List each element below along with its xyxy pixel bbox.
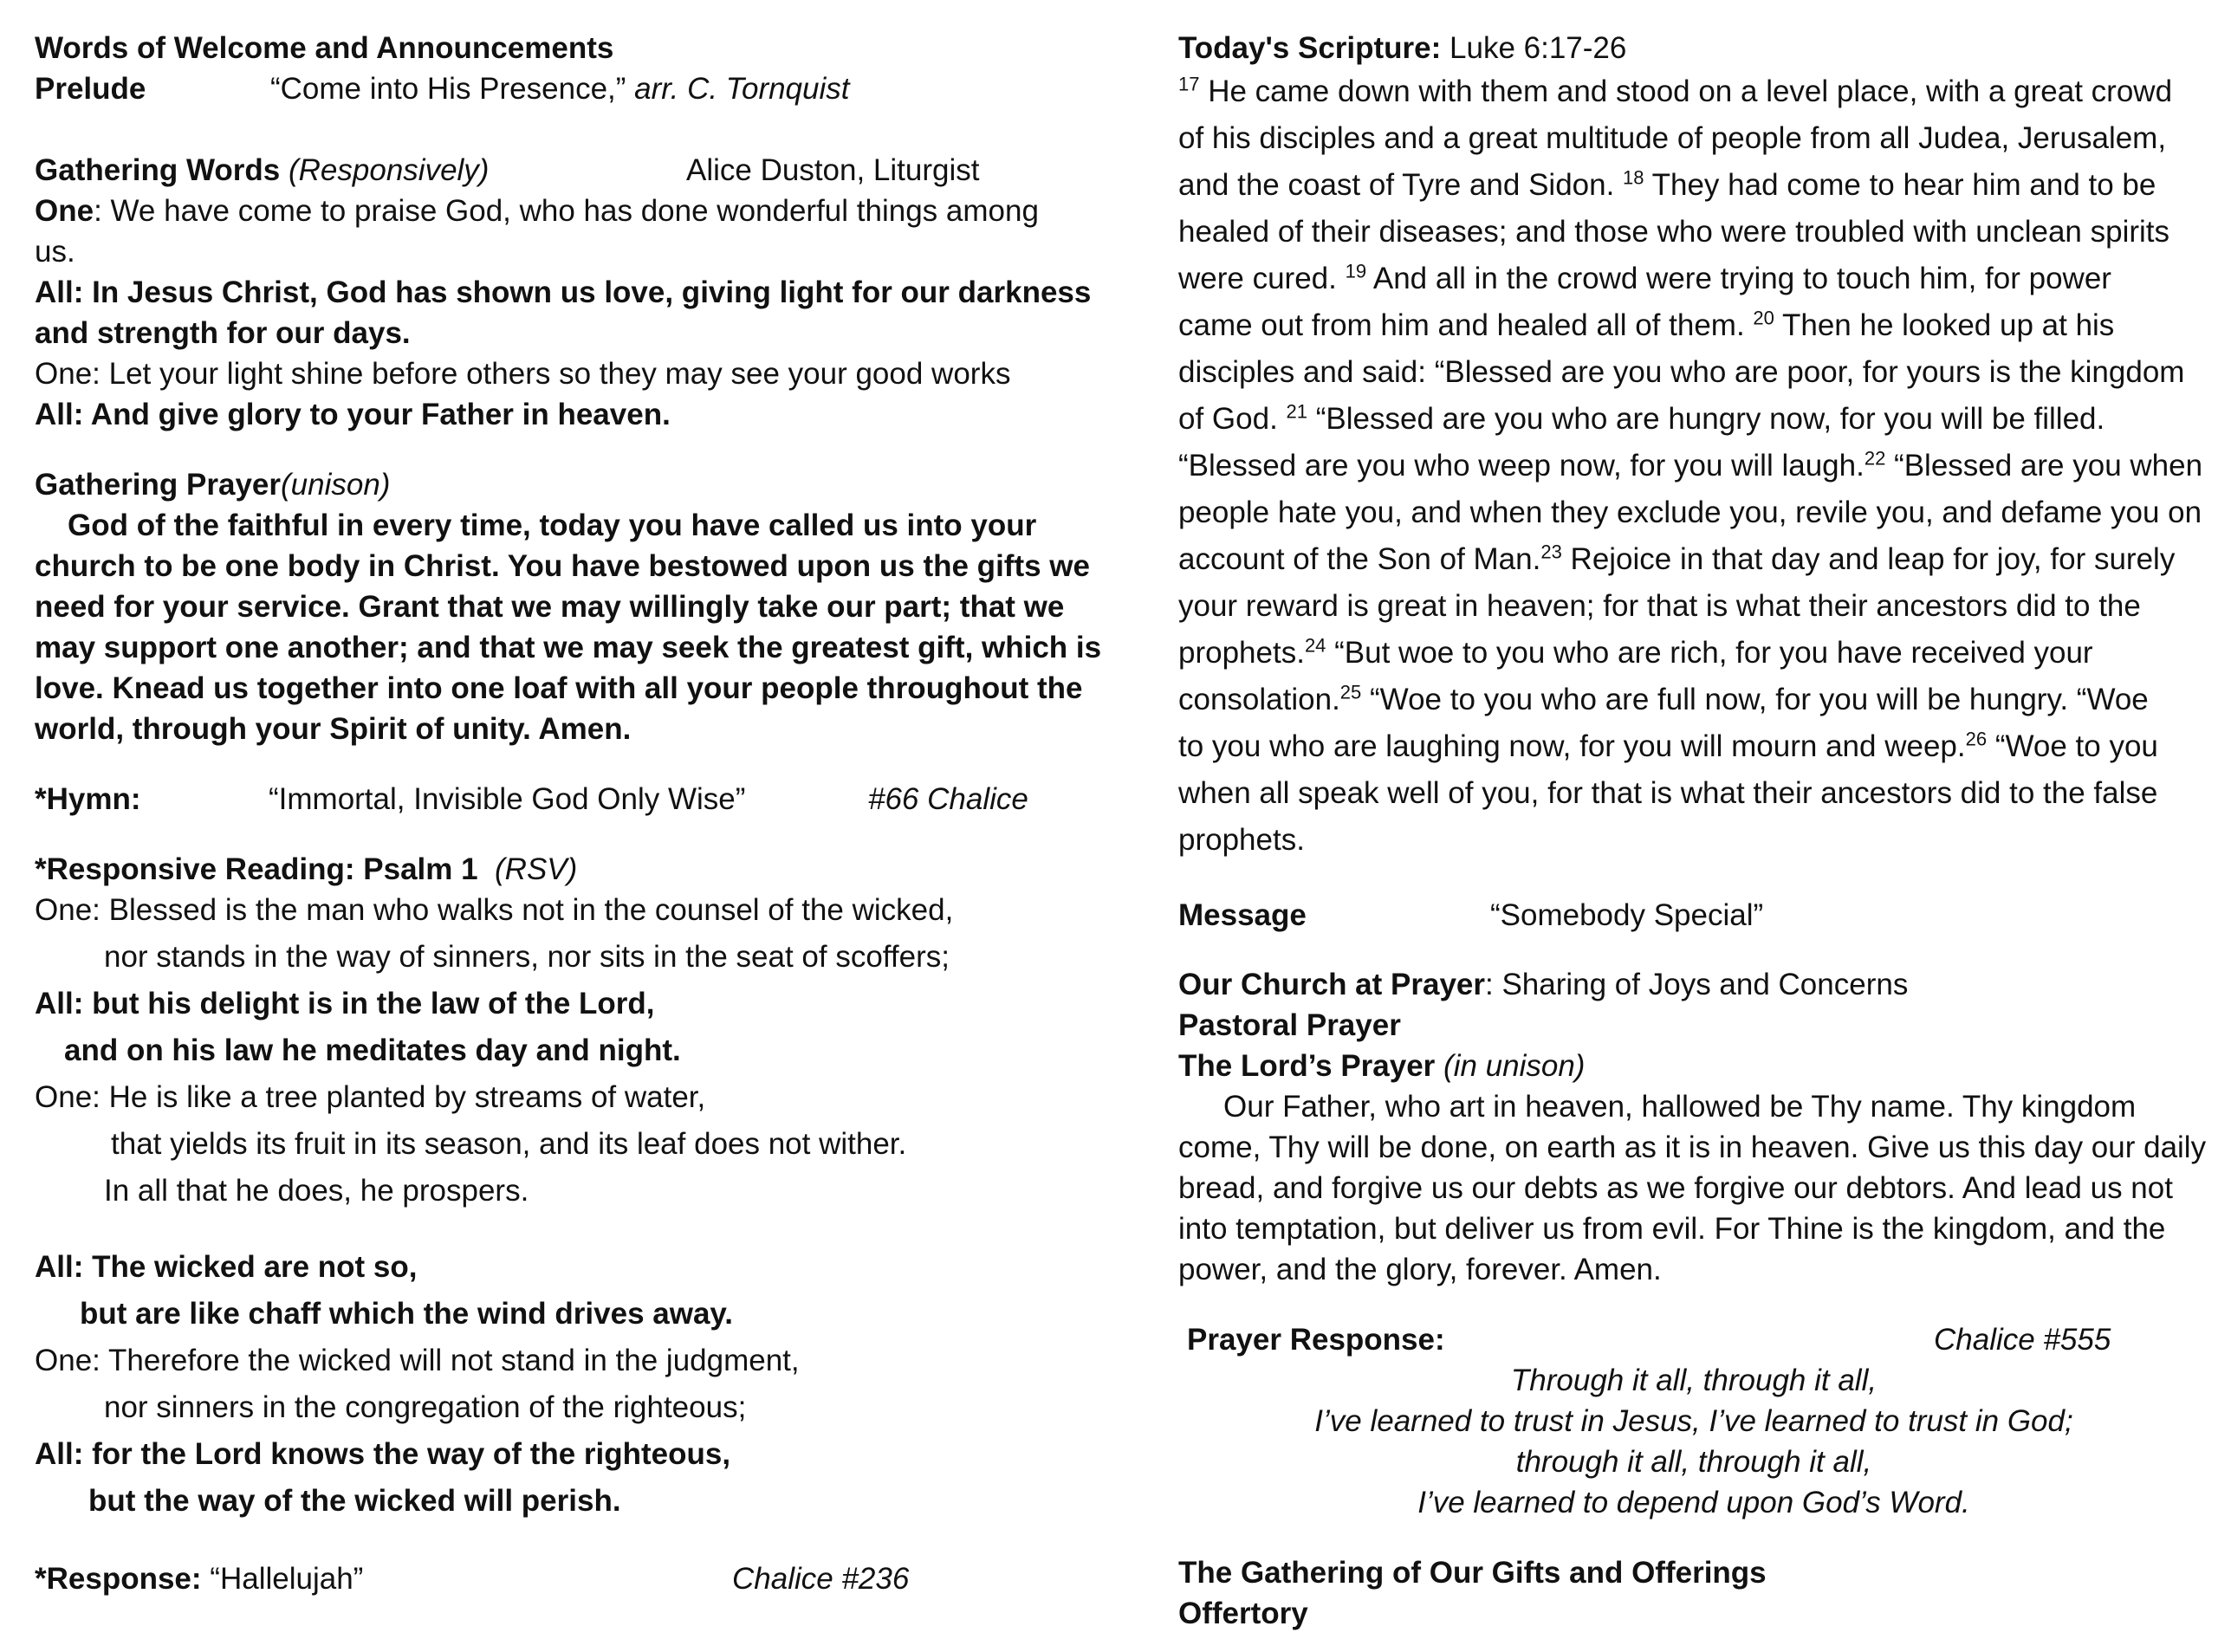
lords-prayer-heading (1178, 1046, 2209, 1086)
hymn-title: “Immortal, Invisible God Only Wise” (269, 782, 746, 816)
reading-line: and on his law he meditates day and night. (64, 1033, 681, 1067)
reading-line: nor stands in the way of sinners, nor sits in the seat of scoffers; (104, 940, 950, 974)
verse-number: 20 (1753, 307, 1774, 329)
responsive-reading-label: *Responsive Reading: Psalm 1 (35, 852, 478, 886)
reading-line: All: but his delight is in the law of the Lord, (35, 987, 655, 1020)
scripture-line (1178, 162, 2209, 209)
scripture-line (1178, 256, 2209, 302)
scripture-heading (1178, 28, 2209, 68)
scripture-line: people hate you, and when they exclude you, revile you, and defame you on (1178, 496, 2202, 529)
scripture-text-span: They had come to hear him and to be (1644, 168, 2156, 202)
message-label: Message (1178, 898, 1307, 932)
gathering-words-line: and strength for our days. (35, 316, 411, 350)
gathering-prayer-line: world, through your Spirit of unity. Amen. (35, 712, 632, 746)
scripture-line (1178, 443, 2209, 489)
verse-number: 24 (1304, 634, 1326, 657)
scripture-line (1178, 677, 2209, 723)
response-number: Chalice #236 (732, 1562, 910, 1596)
gathering-words-mode: (Responsively) (289, 153, 490, 187)
verse-number: 17 (1178, 73, 1200, 95)
scripture-text-span: account of the Son of Man. (1178, 542, 1541, 576)
gathering-prayer-label: Gathering Prayer (35, 468, 281, 502)
scripture-line: of his disciples and a great multitude of people from all Judea, Jerusalem, (1178, 121, 2167, 155)
scripture-line (1178, 723, 2209, 770)
verse-number: 26 (1965, 728, 1988, 750)
gathering-prayer-line: church to be one body in Christ. You have bestowed upon us the gifts we (35, 549, 1090, 583)
scripture-text-span: “Woe to you who are full now, for you will be hungry. “Woe (1361, 683, 2149, 716)
reading-line: that yields its fruit in its season, and its leaf does not wither. (111, 1127, 907, 1161)
lords-prayer-line: into temptation, but deliver us from evil. For Thine is the kingdom, and the (1178, 1212, 2166, 1246)
scripture-text-span: to you who are laughing now, for you will mourn and weep. (1178, 729, 1966, 763)
gathering-prayer-line: love. Knead us together into one loaf with all your people throughout the (35, 671, 1083, 705)
response-label: *Response: (35, 1562, 202, 1596)
gathering-words-line: One: Let your light shine before others so they may see your good works (35, 357, 1011, 391)
lords-prayer-line: power, and the glory, forever. Amen. (1178, 1253, 1662, 1286)
scripture-line (1178, 396, 2209, 443)
prayer-response-heading (1178, 1319, 2209, 1360)
lords-prayer-mode: (in unison) (1443, 1049, 1586, 1083)
scripture-text-span: consolation. (1178, 683, 1340, 716)
offertory-heading: Offertory (1178, 1597, 1308, 1630)
scripture-text-span: “Blessed are you when (1885, 449, 2203, 483)
right-column (1178, 28, 2209, 1634)
scripture-text-span: and the coast of Tyre and Sidon. (1178, 168, 1624, 202)
scripture-line (1178, 68, 2209, 115)
prayer-response-line: I’ve learned to trust in Jesus, I’ve learned to trust in God; (1314, 1404, 2073, 1438)
lords-prayer-line: bread, and forgive us our debts as we forgive our debtors. And lead us not (1178, 1171, 2173, 1205)
scripture-text-span: He came down with them and stood on a level place, with a great crowd (1199, 75, 2173, 108)
prayer-response-label: Prayer Response: (1187, 1323, 1445, 1357)
left-column (35, 28, 1100, 1599)
scripture-line (1178, 630, 2209, 677)
gathering-words-line (35, 191, 1100, 231)
gathering-words-line: All: And give glory to your Father in heaven. (35, 398, 671, 431)
hymn-line (35, 779, 1100, 820)
prayer-response-number: Chalice #555 (1934, 1323, 2111, 1357)
reading-line: but are like chaff which the wind drives away. (80, 1297, 734, 1331)
gathering-prayer-line: God of the faithful in every time, today you have called us into your (68, 509, 1037, 542)
gathering-prayer-line: need for your service. Grant that we may willingly take our part; that we (35, 590, 1065, 624)
scripture-text-span: “But woe to you who are rich, for you have received your (1326, 636, 2093, 670)
scripture-label: Today's Scripture: (1178, 31, 1442, 65)
scripture-line (1178, 302, 2209, 349)
message-title: “Somebody Special” (1490, 898, 1764, 932)
church-prayer-text: : Sharing of Joys and Concerns (1485, 968, 1909, 1001)
prayer-response-line: through it all, through it all, (1515, 1445, 1872, 1479)
reading-line: All: The wicked are not so, (35, 1250, 418, 1284)
hymn-number: #66 Chalice (868, 782, 1028, 816)
verse-number: 25 (1339, 681, 1362, 703)
responsive-reading-heading (35, 849, 1100, 890)
lords-prayer-label: The Lord’s Prayer (1178, 1049, 1436, 1083)
verse-number: 19 (1345, 260, 1367, 282)
response-line (35, 1558, 1100, 1599)
reading-line: One: Therefore the wicked will not stand in the judgment, (35, 1344, 800, 1377)
message-line (1178, 895, 2209, 936)
prelude-title: “Come into His Presence,” (270, 72, 626, 106)
gifts-heading: The Gathering of Our Gifts and Offerings (1178, 1556, 1767, 1590)
scripture-text-span: And all in the crowd were trying to touch him, for power (1366, 262, 2111, 295)
reading-line: All: for the Lord knows the way of the righteous, (35, 1437, 731, 1471)
prelude-arranger: arr. C. Tornquist (634, 72, 850, 106)
reading-line: One: Blessed is the man who walks not in the counsel of the wicked, (35, 893, 954, 927)
gathering-words-heading (35, 150, 1100, 191)
scripture-text-span: came out from him and healed all of them. (1178, 308, 1754, 342)
reading-line: nor sinners in the congregation of the righteous; (104, 1390, 747, 1424)
pastoral-prayer-heading: Pastoral Prayer (1178, 1008, 1401, 1042)
prelude-title-group (270, 68, 850, 109)
reading-line: One: He is like a tree planted by streams of water, (35, 1080, 706, 1114)
scripture-text-span: prophets. (1178, 636, 1305, 670)
lords-prayer-line: Our Father, who art in heaven, hallowed be Thy name. Thy kingdom (1223, 1090, 2137, 1124)
response-title: “Hallelujah” (210, 1562, 364, 1596)
scripture-text-span: “Blessed are you who are hungry now, for you will be filled. (1307, 402, 2105, 436)
gathering-words-label: Gathering Words (35, 153, 281, 187)
scripture-text-span: “Blessed are you who weep now, for you will laugh. (1178, 449, 1865, 483)
gathering-words-line: All: In Jesus Christ, God has shown us love, giving light for our darkness (35, 275, 1092, 309)
lords-prayer-line: come, Thy will be done, on earth as it is in heaven. Give us this day our daily (1178, 1130, 2207, 1164)
scripture-line: when all speak well of you, for that is what their ancestors did to the false (1178, 776, 2158, 810)
scripture-line: prophets. (1178, 823, 1305, 857)
verse-number: 21 (1286, 400, 1308, 423)
gathering-words-text: : We have come to praise God, who has done wonderful things among (94, 194, 1039, 228)
prayer-response-line: Through it all, through it all, (1510, 1364, 1878, 1397)
scripture-reference: Luke 6:17-26 (1449, 31, 1627, 65)
church-prayer-label: Our Church at Prayer (1178, 968, 1485, 1001)
verse-number: 22 (1864, 447, 1886, 470)
scripture-text-span: Then he looked up at his (1774, 308, 2115, 342)
prelude-line (35, 68, 1100, 109)
scripture-line (1178, 536, 2209, 583)
prayer-response-line: I’ve learned to depend upon God’s Word. (1417, 1486, 1970, 1519)
gathering-prayer-line: may support one another; and that we may seek the greatest gift, which is (35, 631, 1102, 664)
welcome-heading: Words of Welcome and Announcements (35, 31, 614, 65)
prelude-label: Prelude (35, 72, 146, 106)
scripture-line: healed of their diseases; and those who were troubled with unclean spirits (1178, 215, 2170, 249)
verse-number: 23 (1540, 541, 1562, 563)
scripture-text-span: “Woe to you (1987, 729, 2158, 763)
gathering-prayer-heading (35, 464, 1100, 505)
reading-line: but the way of the wicked will perish. (88, 1484, 621, 1518)
scripture-text-span: were cured. (1178, 262, 1346, 295)
reading-line: In all that he does, he prospers. (104, 1174, 529, 1208)
gathering-words-line: us. (35, 235, 75, 269)
speaker-one: One (35, 194, 94, 228)
liturgist: Alice Duston, Liturgist (686, 153, 980, 187)
verse-number: 18 (1623, 166, 1644, 189)
scripture-text-span: Rejoice in that day and leap for joy, for surely (1561, 542, 2176, 576)
scripture-text (1178, 68, 2209, 864)
gathering-prayer-mode: (unison) (281, 468, 391, 502)
scripture-text-span: of God. (1178, 402, 1287, 436)
church-prayer-line (1178, 964, 2209, 1005)
scripture-line: your reward is great in heaven; for that is what their ancestors did to the (1178, 589, 2141, 623)
scripture-line: disciples and said: “Blessed are you who are poor, for yours is the kingdom (1178, 355, 2185, 389)
responsive-reading-version: (RSV) (495, 852, 578, 886)
hymn-label: *Hymn: (35, 782, 141, 816)
